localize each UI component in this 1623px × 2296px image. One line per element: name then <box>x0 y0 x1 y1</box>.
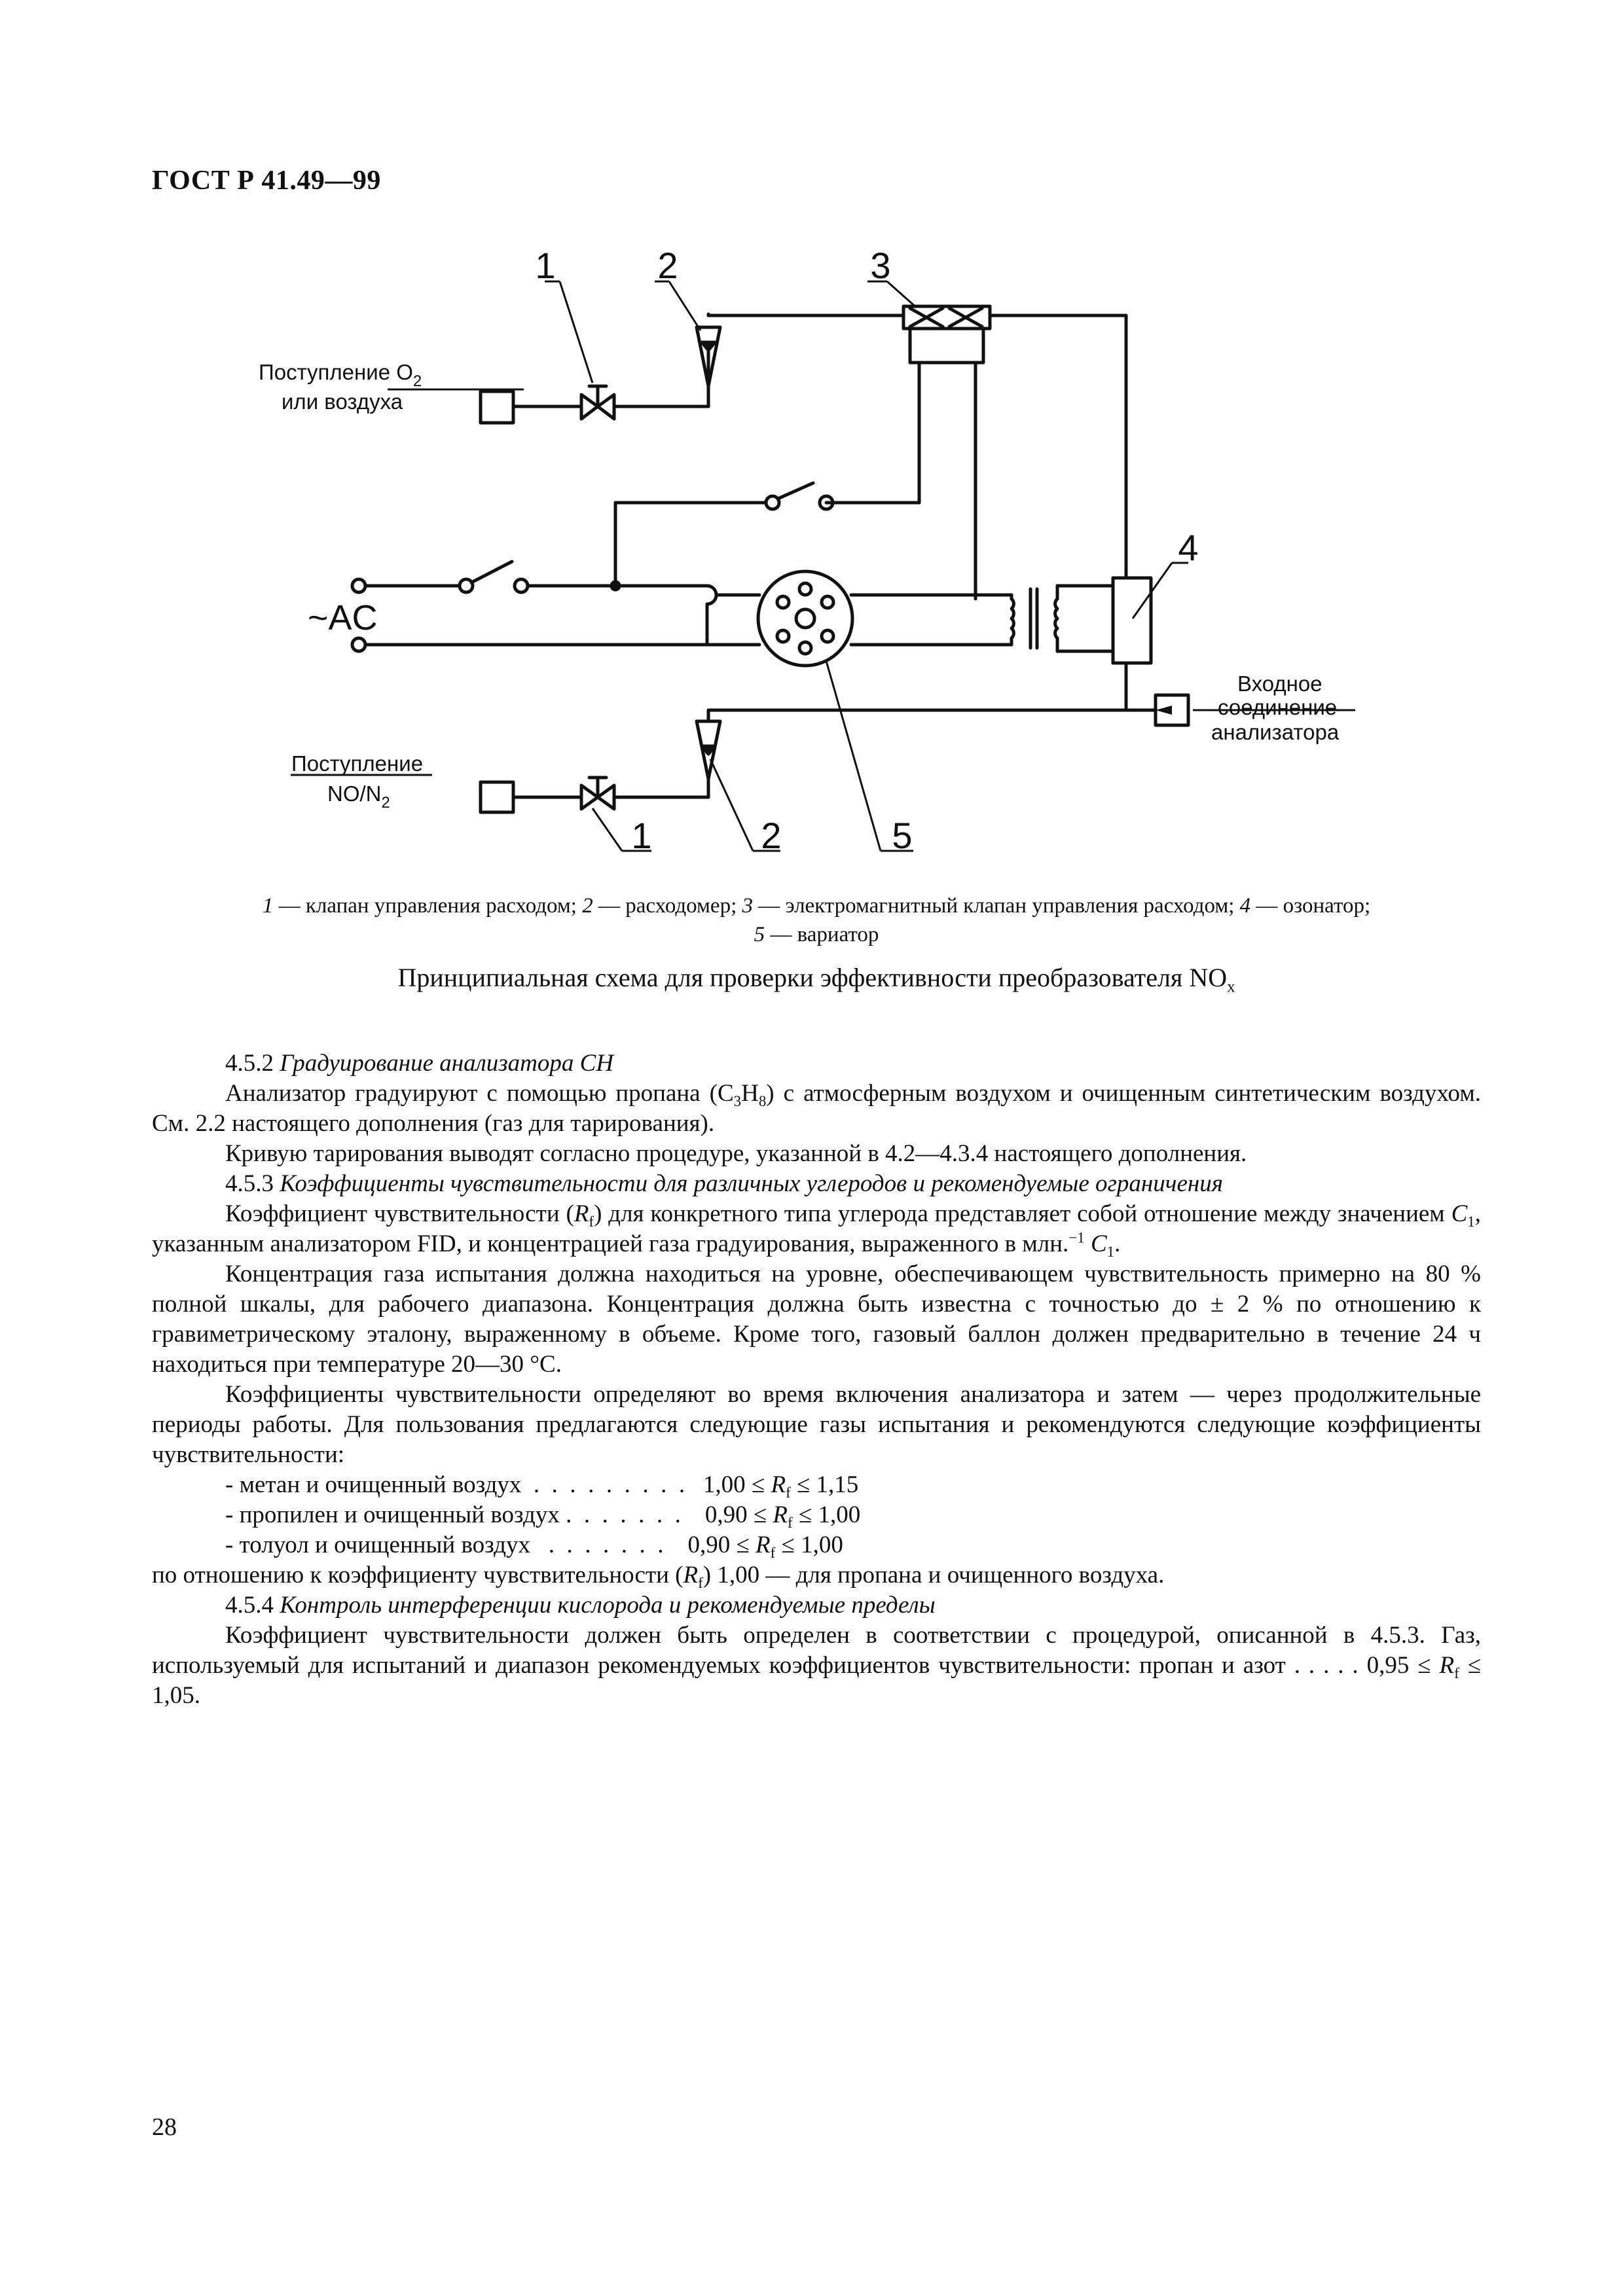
paragraph: Кривую тарирования выводят согласно процедуре, указанной в 4.2—4.3.4 настоящего дополнения. <box>225 1140 1247 1167</box>
callout-1-top: 1 <box>535 245 556 286</box>
control-valve-icon <box>581 386 614 419</box>
section-4-5-3-heading: 4.5.3 Коэффициенты чувствительности для различных углеродов и рекомендуемые ограничения <box>225 1170 1223 1197</box>
no-supply-label: Поступление <box>291 751 424 776</box>
ac-label: ~AC <box>308 598 378 637</box>
criterion-row: - пропилен и очищенный воздух . . . . . . . $0,90 \le R_f \le 1,00$ <box>225 1501 861 1532</box>
transformer-icon <box>1012 586 1113 651</box>
analyzer-input-label-line1: Входное <box>1237 672 1322 696</box>
solenoid-valve-icon <box>903 306 1126 363</box>
paragraph: Коэффициент чувствительности $(R_f)$ для конкретного типа углерода представляет собой отношение между значением $C_1$, указанным анализатором FID, и концентрацией газа градуирования, выраженного в млн.$^{-1}$ $C_1$. <box>152 1200 1481 1261</box>
analyzer-input-label-line3: анализатора <box>1211 720 1340 744</box>
section-4-5-4-heading: 4.5.4 Контроль интерференции кислорода и рекомендуемые пределы <box>225 1592 936 1619</box>
paragraph: Концентрация газа испытания должна находиться на уровне, обеспечивающем чувствительность примерно на 80 % полной шкалы, для рабочего диапазона. Концентрация должна быть известна с точностью до ± 2 % по отношению к гравиметрическому эталону, выраженному в объеме. Кроме того, газовый баллон должен предварительно в течение 24 ч находиться при температуре 20—30 °С. <box>152 1261 1481 1378</box>
paragraph: Анализатор градуируют с помощью пропана $(C_3H_8)$ с атмосферным воздухом и очищенным синтетическим воздухом. См. 2.2 настоящего дополнения (газ для тарирования). <box>152 1080 1481 1137</box>
o2-supply-label-line2: или воздуха <box>282 389 403 414</box>
o2-supply-label: Поступление $O_2$ <box>259 360 422 390</box>
paragraph: по отношению к коэффициенту чувствительности $(R_f)$ 1,00 — для пропана и очищенного воздуха. <box>152 1562 1165 1592</box>
variator-icon <box>758 571 852 666</box>
callout-3: 3 <box>870 245 891 286</box>
figure-legend: 1 — клапан управления расходом; 2 — расходомер; 3 — электромагнитный клапан управления расходом; 4 — озонатор; 5 — вариатор <box>262 894 1371 946</box>
callout-4: 4 <box>1178 527 1199 568</box>
section-4-5-2-heading: 4.5.2 Градуирование анализатора СН <box>225 1050 614 1077</box>
callout-1-bottom: 1 <box>631 815 652 856</box>
no-supply-label-line2: $NO/N_2$ <box>327 781 390 812</box>
ac-circuit <box>352 562 1012 651</box>
o2-connector-box <box>481 391 513 423</box>
body-text <box>152 1049 1481 1711</box>
figure-caption: Принципиальная схема для проверки эффективности преобразователя $NO_x$ <box>397 963 1235 996</box>
analyzer-input-label-line2: соединение <box>1218 695 1338 719</box>
criterion-row: - метан и очищенный воздух . . . . . . . . . $1,00 \le R_f \le 1,15$ <box>225 1471 859 1501</box>
converter-efficiency-schematic <box>0 0 1623 877</box>
ozonator-box <box>1113 578 1151 663</box>
junction-dot <box>611 582 619 590</box>
callout-2-top: 2 <box>657 245 678 286</box>
document-header: ГОСТ Р 41.49—99 <box>152 166 381 196</box>
callout-5: 5 <box>892 815 913 856</box>
paragraph: Коэффициент чувствительности должен быть определен в соответствии с процедурой, описанной в 4.5.3. Газ, используемый для испытаний и диапазон рекомендуемых коэффициентов чувствительности: пропан и азот . . . . . $0,95 \le R_f \le 1,05$. <box>152 1622 1481 1709</box>
paragraph: Коэффициенты чувствительности определяют во время включения анализатора и затем — через продолжительные периоды работы. Для пользования предлагаются следующие газы испытания и рекомендуются следующие коэффициенты чувствительности: <box>152 1381 1481 1468</box>
criterion-row: - толуол и очищенный воздух . . . . . . . $0,90 \le R_f \le 1,00$ <box>225 1532 843 1562</box>
page-number: 28 <box>152 2113 177 2141</box>
no-supply-line <box>481 710 1126 812</box>
callout-2-bottom: 2 <box>761 815 782 856</box>
